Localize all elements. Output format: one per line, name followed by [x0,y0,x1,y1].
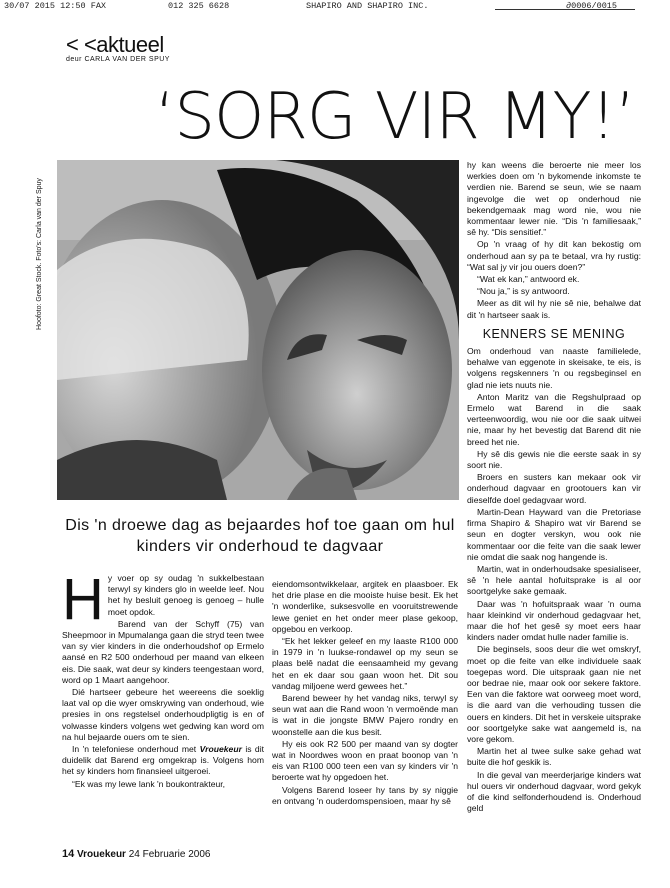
paragraph: In die geval van meerderjarige kinders wat hul ouers vir onderhoud dagvaar, word gekyk of die kind selfonderhoudend is. Onderhoud geld [467,769,641,814]
footer-date: 24 Februarie 2006 [128,849,211,860]
paragraph: Martin, wat in onderhoudsake spesialiseer, sê 'n hele aantal hofuitsprake is al oor soortgelyke sake gemaak. [467,563,641,597]
paragraph: Broers en susters kan mekaar ook vir onderhoud dagvaar en grootouers kan vir dieselfde doel gedagvaar word. [467,472,641,505]
fax-number: 012 325 6628 [168,1,230,11]
paragraph: Die beginsels, soos deur die wet omskryf, moet op die feite van elke individuele saak toegepas word. Die uitspraak gaan nie net oor bedrae nie, maar ook oor sekere faktore. Een van die faktore wat oorweeg moet word, is die aard van die verhouding tussen die ouers en kinders. Dit het in verskeie uitsprake oor soortgelyke sake wat aangemeld is, na vore gekom. [467,644,641,744]
section-heading: KENNERS SE MENING [482,326,626,341]
paragraph: Martin het al twee sulke sake gehad wat buite die hof geskik is. [467,746,641,768]
paragraph: “Ek het lekker geleef en my laaste R100 000 in 1979 in 'n luukse-rondawel op my seun se plaas belê nadat die eensaamheid my gevang het en ek daar sou gaan woon het. Dit sou vandag miljoene werd gewees het.” [272,636,458,691]
paragraph: Hy sê dis gewis nie die eerste saak in sy soort nie. [467,448,641,471]
paragraph-text: y voer op sy oudag 'n sukkelbestaan terwyl sy kinders glo in weelde leef. Nou het hy besluit genoeg is genoeg – hulle moet opdok. [107,573,264,617]
paragraph [62,567,264,632]
paragraph: “Nou ja,” is sy antwoord. [477,286,570,297]
subheadline: Dis 'n droewe dag as bejaardes hof toe gaan om hul kinders vir onderhoud te dagvaar [65,517,455,555]
main-photo [57,160,459,500]
paragraph: Barend beweer hy het vandag niks, terwyl sy seun wat aan die Rand woon 'n vermoënde man is wat in die jongste BMW Pajero rondry en woonstelle aan die kus besit. [272,693,458,737]
footer-magazine: Vrouekeur [77,849,126,860]
photo-credit: Hoofoto: Great Stock. Foto's: Carla van der Spuy [36,178,43,330]
paragraph: Daar was 'n hofuitspraak waar 'n ouma haar kleinkind vir onderhoud gedagvaar het, maar die hof het gesê sy moet eers haar kinders nader omdat hulle nader familie is. [467,598,641,643]
headline: ‘SORG VIR MY!’ [155,80,635,154]
paragraph-text: is dit duidelik dat Barend erg omgekrap is. Volgens hom het sy kinders hom finansieel uitgeroei. [62,744,264,777]
section-kicker: < <aktueel [66,32,164,57]
fax-page-number: ∂0006/0015 [566,1,618,11]
paragraph: Op 'n vraag of hy dit kan bekostig om onderhoud aan sy pa te betaal, vra hy rustig: “Wat sal jy vir jou ouers doen?” [467,239,641,272]
article-column-1 [62,567,264,791]
article-column-3 [467,160,641,815]
paragraph-text: In 'n telefoniese onderhoud met [72,744,200,755]
photo-illustration [57,160,459,500]
paragraph: Meer as dit wil hy nie sê nie, behalwe dat dit 'n hartseer saak is. [467,298,641,320]
paragraph [62,744,264,778]
drop-cap: H [62,567,104,632]
paragraph: “Wat ek kan,” antwoord ek. [477,274,580,285]
paragraph: Martin-Dean Hayward van die Pretoriase firma Shapiro & Shapiro wat vir Barend se seun en dogter verskyn, wou ook nie kommentaar oor die feite van die saak lewer nie omdat die saak nog hangende is. [467,506,641,562]
page-footer [62,848,210,860]
paragraph: Volgens Barend loseer hy tans by sy niggie en ontvang 'n ouderdomspensioen, maar hy sê [272,784,458,806]
magazine-name: Vrouekeur [199,744,242,755]
paragraph: Barend van der Schyff (75) van Sheepmoor in Mpumalanga gaan die stryd teen twee van sy vier kinders in die onderhoudshof op Ermelo aansé en R2 500 onderhoud per maand van elkeen eis. Die saak, wat deur sy kinders teengestaan word, word op 1 Maart aangehoor. [62,618,264,685]
paragraph: Anton Maritz van die Regshulpraad op Ermelo wat Barend in die saak verteenwoordig, wou nie oor die saak uitwei nie, maar hy het bevestig dat Barend dit nie breed het nie. [467,391,641,447]
article-column-2 [272,579,458,808]
paragraph: hy kan weens die beroerte nie meer los werkies doen om 'n bykomende inkomste te verdien nie. Barend se seun, wie se naam ingevolge die wet op onderhoud nie bekendgemaak mag word nie, wou nie kommentaar lewer nie. “Dis 'n familiesaak,” sê hy. “Dis sensitief.” [467,160,641,238]
page-number: 14 [62,848,75,860]
paragraph: eiendomsontwikkelaar, argitek en plaasboer. Ek het drie plase en die mooiste huise besit. Ek het 'n wonderlike, suksesvolle en vooruitstrewende lewe geniet en het onder meer plase gekoop, opgebou en verkoop. [272,579,458,634]
fax-header [0,0,670,12]
fax-sender: SHAPIRO AND SHAPIRO INC. [306,1,429,11]
paragraph: Hy eis ook R2 500 per maand van sy dogter wat in Noordwes woon en praat boonop van 'n eis van R100 000 teen een van sy kinders vir 'n beroerte wat hy opgedoen het. [272,738,458,783]
fax-datetime: 30/07 2015 12:50 FAX [4,1,107,11]
paragraph: Dié hartseer gebeure het weereens die soeklig laat val op die wyer omskrywing van onderhoud, wie presies in ons regstelsel onderhoudpligtig is en of volwasse kinders volgens wet gedwing kan word om na hul bejaarde ouers om te sien. [62,687,264,742]
paragraph: Om onderhoud van naaste familielede, behalwe van eggenote in skeisake, te eis, is volgens regskenners 'n ou regsbeginsel en glad nie iets nuuts nie. [467,346,641,390]
byline: deur CARLA VAN DER SPUY [66,56,170,63]
paragraph: “Ek was my lewe lank 'n boukontrakteur, [72,778,226,789]
